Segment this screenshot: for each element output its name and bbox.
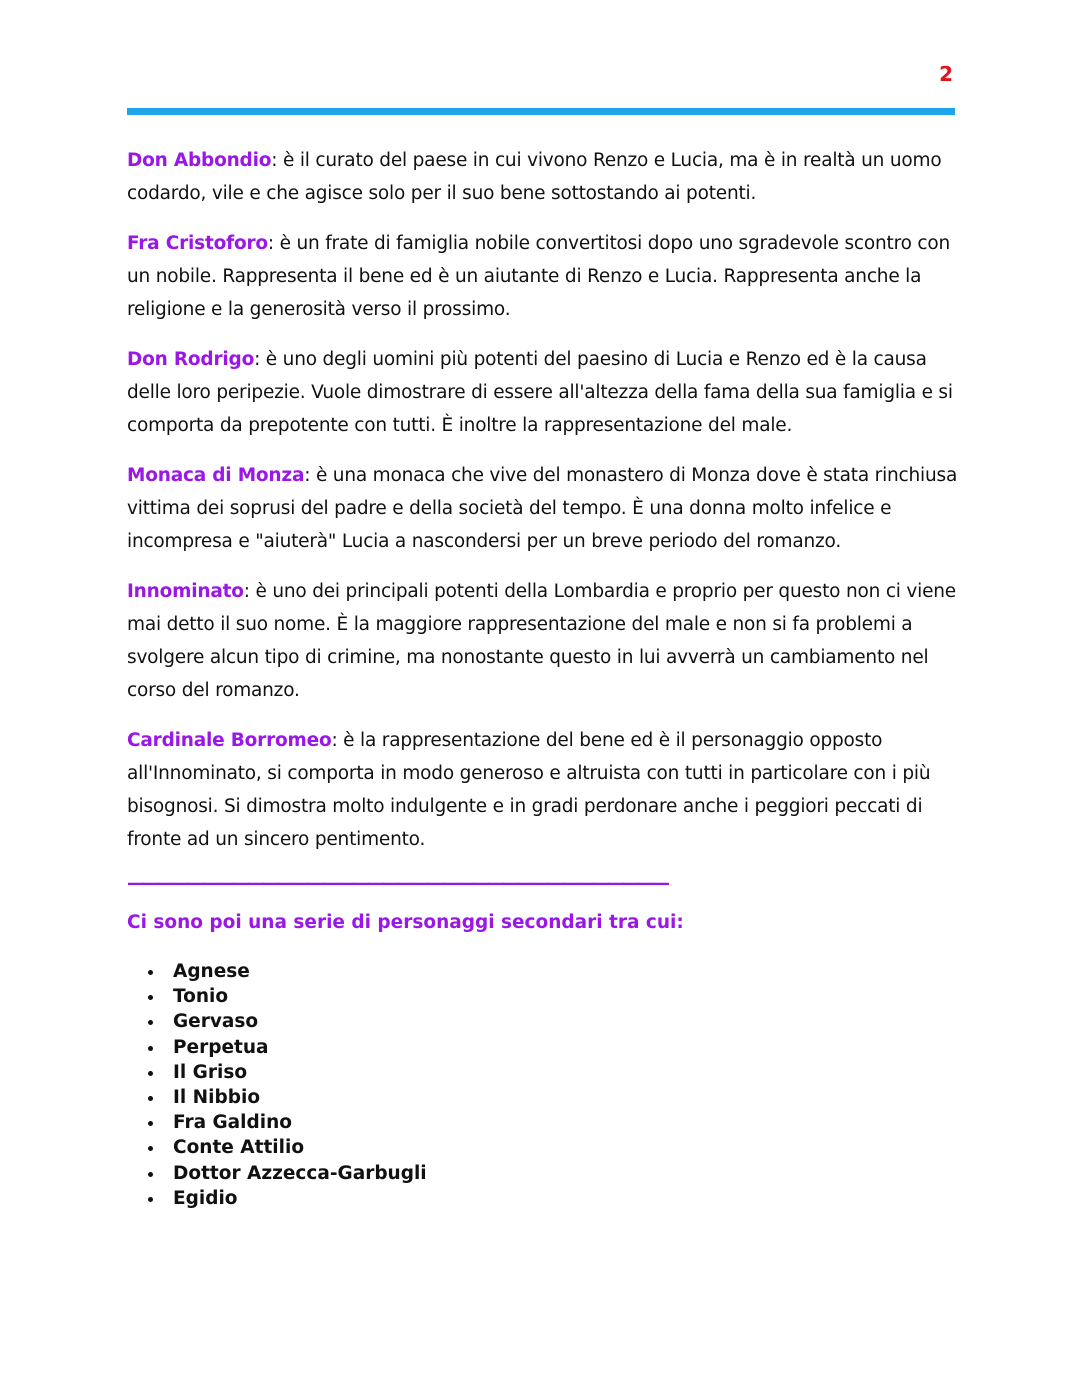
character-paragraph xyxy=(127,227,959,326)
character-description: : è uno degli uomini più potenti del paesino di Lucia e Renzo ed è la causa delle loro peripezie. Vuole dimostrare di essere all'altezza della fama della sua famiglia e si comporta da prepotente con tutti. È inoltre la rappresentazione del male. xyxy=(127,349,953,436)
character-description: : è uno dei principali potenti della Lombardia e proprio per questo non ci viene mai detto il suo nome. È la maggiore rappresentazione del male e non si fa problemi a svolgere alcun tipo di crimine, ma nonostante questo in lui avverrà un cambiamento nel corso del romanzo. xyxy=(127,581,956,701)
character-descriptions xyxy=(127,144,959,856)
character-description: : è una monaca che vive del monastero di Monza dove è stata rinchiusa vittima dei soprusi del padre e della società del tempo. È una donna molto infelice e incompresa e "aiuterà" Lucia a nascondersi per un breve periodo del romanzo. xyxy=(127,465,958,552)
character-description: : è il curato del paese in cui vivono Renzo e Lucia, ma è in realtà un uomo codardo, vile e che agisce solo per il suo bene sottostando ai potenti. xyxy=(127,150,942,204)
list-item: • Egidio xyxy=(165,1186,959,1211)
character-paragraph xyxy=(127,144,959,210)
list-item: • Tonio xyxy=(165,984,959,1009)
character-name: Don Rodrigo xyxy=(127,349,255,370)
character-paragraph xyxy=(127,343,959,442)
character-name: Monaca di Monza xyxy=(127,465,305,486)
character-name: Innominato xyxy=(127,581,244,602)
document-body xyxy=(127,144,959,1211)
secondary-characters-list xyxy=(127,959,959,1211)
header-rule xyxy=(127,108,955,115)
list-item: • Perpetua xyxy=(165,1035,959,1060)
character-name: Don Abbondio xyxy=(127,150,272,171)
secondary-intro: Ci sono poi una serie di personaggi secondari tra cui: xyxy=(127,912,684,933)
divider: ———————————————————————————————————— xyxy=(127,873,667,894)
list-item: • Il Nibbio xyxy=(165,1085,959,1110)
list-item: • Conte Attilio xyxy=(165,1135,959,1160)
list-item: • Fra Galdino xyxy=(165,1110,959,1135)
character-paragraph xyxy=(127,459,959,558)
list-item: • Gervaso xyxy=(165,1009,959,1034)
character-paragraph xyxy=(127,575,959,707)
list-item: • Dottor Azzecca-Garbugli xyxy=(165,1161,959,1186)
page-number: 2 xyxy=(939,62,953,86)
list-item: • Il Griso xyxy=(165,1060,959,1085)
list-item: • Agnese xyxy=(165,959,959,984)
character-name: Cardinale Borromeo xyxy=(127,730,332,751)
character-description: : è la rappresentazione del bene ed è il personaggio opposto all'Innominato, si comporta in modo generoso e altruista con tutti in particolare con i più bisognosi. Si dimostra molto indulgente e in gradi perdonare anche i peggiori peccati di fronte ad un sincero pentimento. xyxy=(127,730,931,850)
character-paragraph xyxy=(127,724,959,856)
character-description: : è un frate di famiglia nobile convertitosi dopo uno sgradevole scontro con un nobile. Rappresenta il bene ed è un aiutante di Renzo e Lucia. Rappresenta anche la religione e la generosità verso il prossimo. xyxy=(127,233,950,320)
character-name: Fra Cristoforo xyxy=(127,233,268,254)
